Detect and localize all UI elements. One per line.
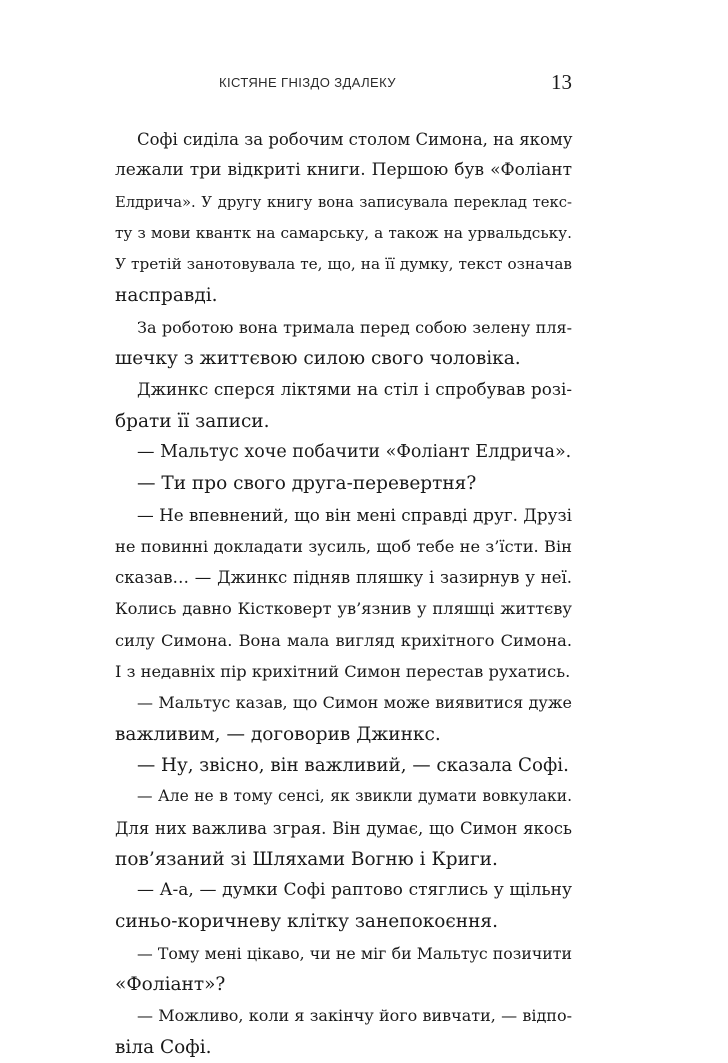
text-line: віла Софі. <box>115 1036 212 1058</box>
running-title: КІСТЯНЕ ГНІЗДО ЗДАЛЕКУ <box>219 75 396 90</box>
text-line: Софі сиділа за робочим столом Симона, на якому <box>137 130 573 149</box>
text-line: важливим, — договорив Джинкс. <box>115 723 441 745</box>
text-line: — Можливо, коли я закінчу його вивчати, — відпо- <box>137 1006 572 1026</box>
text-line: пов’язаний зі Шляхами Вогню і Криги. <box>115 848 498 870</box>
text-line: не повинні докладати зусиль, щоб тебе не з’їсти. Він <box>115 536 572 556</box>
text-line: Для них важлива зграя. Він думає, що Симон якось <box>115 818 572 838</box>
text-line: І з недавніх пір крихітний Симон перестав рухатись. <box>115 662 571 682</box>
text-line: — Мальтус хоче побачити «Фоліант Елдрича». <box>137 441 572 462</box>
text-line: — Але не в тому сенсі, як звикли думати вовкулаки. <box>137 787 572 806</box>
text-line: сказав… — Джинкс підняв пляшку і зазирнув у неї. <box>115 568 572 588</box>
text-line: У третій занотовувала те, що, на її думку, текст означав <box>115 255 572 274</box>
text-line: — А-а, — думки Софі раптово стяглись у щільну <box>137 880 572 901</box>
text-line: Елдрича». У другу книгу вона записувала переклад текс- <box>115 193 572 211</box>
text-line: синьо-коричневу клітку занепокоєння. <box>115 911 498 933</box>
text-line: насправді. <box>115 285 218 307</box>
text-line: Джинкс сперся ліктями на стіл і спробував розі- <box>137 379 572 400</box>
text-line: лежали три відкриті книги. Першою був «Фоліант <box>115 160 572 181</box>
text-line: — Тому мені цікаво, чи не міг би Мальтус позичити <box>137 943 572 963</box>
text-line: брати її записи. <box>115 410 270 432</box>
body-text <box>115 124 572 1063</box>
page-number: 13 <box>551 70 572 94</box>
text-line: «Фоліант»? <box>115 974 226 996</box>
text-line: — Ну, звісно, він важливий, — сказала Софі. <box>137 754 569 776</box>
text-line: За роботою вона тримала перед собою зелену пля- <box>137 317 572 337</box>
text-line: — Не впевнений, що він мені справді друг. Друзі <box>137 504 572 525</box>
text-line: шечку з життєвою силою свого чоловіка. <box>115 348 521 370</box>
text-line: Колись давно Кістковерт ув’язнив у пляшці життєву <box>115 599 572 619</box>
text-line: ту з мови квантк на самарську, а також на урвальдську. <box>115 223 572 242</box>
text-line: — Мальтус казав, що Симон може виявитися дуже <box>137 693 572 713</box>
text-line: силу Симона. Вона мала вигляд крихітного Симона. <box>115 630 572 650</box>
page-header <box>115 70 572 96</box>
text-line: — Ти про свого друга-перевертня? <box>137 473 477 495</box>
